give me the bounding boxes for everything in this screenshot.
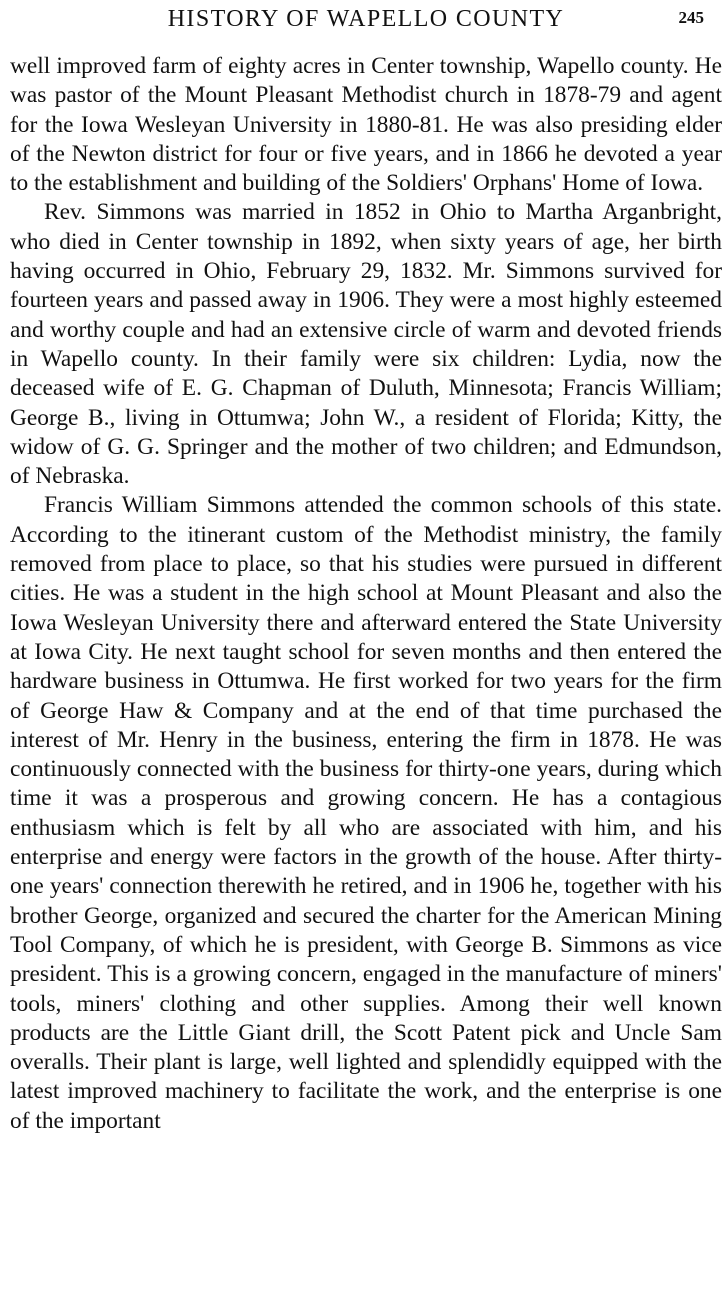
page-number: 245: [678, 8, 704, 27]
paragraph-marriage: Rev. Simmons was married in 1852 in Ohio to Martha Arganbright, who died in Center township in 1892, when sixty years of age, her birth having occurred in Ohio, February 29, 1832. Mr. Simmons survived for fourteen years and passed away in 1906. They were a most highly esteemed and worthy couple and had an extensive circle of warm and devoted friends in Wapello county. In their family were six children: Lydia, now the deceased wife of E. G. Chapman of Duluth, Minnesota; Francis William; George B., living in Ottumwa; John W., a resident of Florida; Kitty, the widow of G. G. Springer and the mother of two children; and Edmundson, of Nebraska.: [10, 199, 722, 490]
running-title: HISTORY OF WAPELLO COUNTY: [167, 6, 565, 32]
body-text: [10, 52, 722, 1136]
paragraph-francis-william: Francis William Simmons attended the common schools of this state. According to the itinerant custom of the Methodist ministry, the family removed from place to place, so that his studies were pursued in different cities. He was a student in the high school at Mount Pleasant and also the Iowa Wesleyan University there and afterward entered the State University at Iowa City. He next taught school for seven months and then entered the hardware business in Ottumwa. He first worked for two years for the firm of George Haw & Company and at the end of that time purchased the interest of Mr. Henry in the business, entering the firm in 1878. He was continuously connected with the business for thirty-one years, during which time it was a prosperous and growing concern. He has a contagious enthusiasm which is felt by all who are associated with him, and his enterprise and energy were factors in the growth of the house. After thirty-one years' connection therewith he retired, and in 1906 he, together with his brother George, organized and secured the charter for the American Mining Tool Company, of which he is president, with George B. Simmons as vice president. This is a growing concern, engaged in the manufacture of miners' tools, miners' clothing and other supplies. Among their well known products are the Little Giant drill, the Scott Patent pick and Uncle Sam overalls. Their plant is large, well lighted and splendidly equipped with the latest improved machinery to facilitate the work, and the enterprise is one of the important: [10, 492, 722, 1134]
paragraph-continued: well improved farm of eighty acres in Center township, Wapello county. He was pastor of the Mount Pleasant Methodist church in 1878-79 and agent for the Iowa Wesleyan University in 1880-81. He was also presiding elder of the Newton district for four or five years, and in 1866 he devoted a year to the establishment and building of the Soldiers' Orphans' Home of Iowa.: [10, 53, 722, 197]
running-header: [10, 4, 722, 52]
